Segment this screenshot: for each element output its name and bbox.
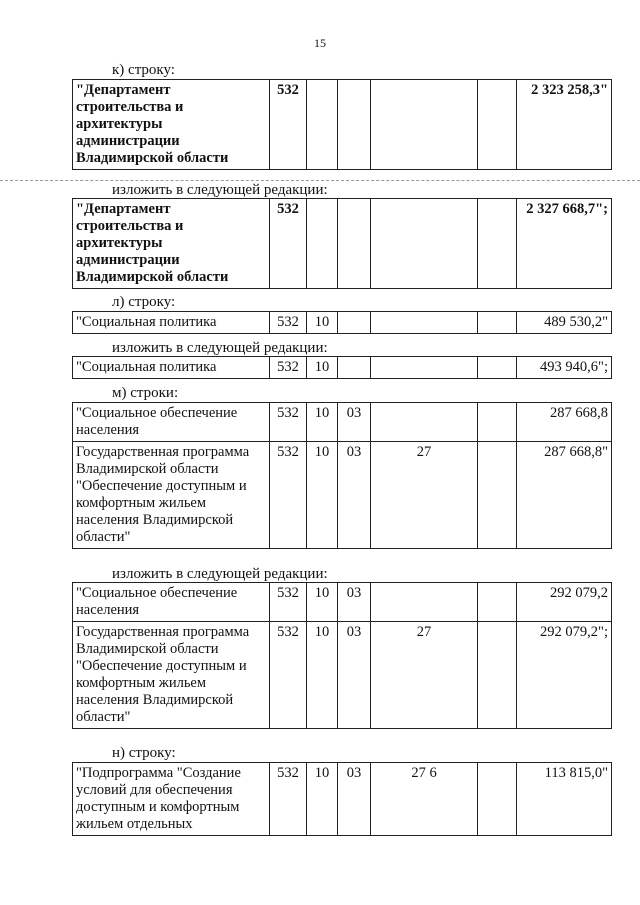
cell-section: 10	[307, 403, 338, 442]
table-n-old	[72, 762, 612, 836]
cell-program	[371, 583, 478, 622]
table-row	[73, 312, 612, 334]
table-row	[73, 583, 612, 622]
cell-section: 10	[307, 312, 338, 334]
cell-program	[371, 199, 478, 289]
cell-sum: 287 668,8	[517, 403, 612, 442]
cell-program: 27	[371, 442, 478, 549]
cell-subsection	[338, 312, 371, 334]
cell-program	[371, 357, 478, 379]
table-m-old	[72, 402, 612, 549]
cell-name: "Департамент строительства и архитектуры администрации Владимирской области	[73, 80, 270, 170]
cell-code: 532	[270, 442, 307, 549]
label-edit-2: изложить в следующей редакции:	[112, 340, 328, 356]
table-row	[73, 80, 612, 170]
cell-kind	[478, 583, 517, 622]
cell-program: 27	[371, 622, 478, 729]
cell-sum: 292 079,2	[517, 583, 612, 622]
cell-code: 532	[270, 357, 307, 379]
page-fold-line	[0, 180, 640, 181]
cell-code: 532	[270, 763, 307, 836]
cell-subsection: 03	[338, 583, 371, 622]
table-row	[73, 442, 612, 549]
label-edit-1: изложить в следующей редакции:	[112, 182, 328, 198]
cell-kind	[478, 80, 517, 170]
cell-kind	[478, 442, 517, 549]
cell-subsection	[338, 199, 371, 289]
cell-sum: 489 530,2"	[517, 312, 612, 334]
cell-name: Государственная программа Владимирской области "Обеспечение доступным и комфортным жильем населения Владимирской области"	[73, 442, 270, 549]
table-k-new	[72, 198, 612, 289]
cell-sum: 2 323 258,3"	[517, 80, 612, 170]
cell-name: "Социальное обеспечение населения	[73, 583, 270, 622]
label-n: н) строку:	[112, 745, 176, 761]
cell-sum: 287 668,8"	[517, 442, 612, 549]
cell-code: 532	[270, 80, 307, 170]
cell-program: 27 6	[371, 763, 478, 836]
cell-section: 10	[307, 583, 338, 622]
table-row	[73, 622, 612, 729]
table-k-old	[72, 79, 612, 170]
table-row	[73, 199, 612, 289]
cell-subsection: 03	[338, 622, 371, 729]
cell-subsection: 03	[338, 403, 371, 442]
cell-subsection	[338, 80, 371, 170]
cell-name: "Подпрограмма "Создание условий для обеспечения доступным и комфортным жильем отдельных	[73, 763, 270, 836]
cell-sum: 493 940,6";	[517, 357, 612, 379]
cell-kind	[478, 357, 517, 379]
cell-name: "Департамент строительства и архитектуры администрации Владимирской области	[73, 199, 270, 289]
table-m-new	[72, 582, 612, 729]
cell-section: 10	[307, 442, 338, 549]
cell-subsection: 03	[338, 763, 371, 836]
cell-code: 532	[270, 583, 307, 622]
table-l-old	[72, 311, 612, 334]
cell-subsection	[338, 357, 371, 379]
label-k: к) строку:	[112, 62, 175, 78]
cell-section	[307, 199, 338, 289]
cell-code: 532	[270, 199, 307, 289]
cell-name: "Социальное обеспечение населения	[73, 403, 270, 442]
cell-kind	[478, 312, 517, 334]
cell-code: 532	[270, 403, 307, 442]
cell-sum: 113 815,0"	[517, 763, 612, 836]
cell-kind	[478, 763, 517, 836]
label-l: л) строку:	[112, 294, 176, 310]
cell-section: 10	[307, 763, 338, 836]
cell-name: "Социальная политика	[73, 312, 270, 334]
cell-section	[307, 80, 338, 170]
cell-program	[371, 312, 478, 334]
label-edit-3: изложить в следующей редакции:	[112, 566, 328, 582]
cell-kind	[478, 622, 517, 729]
table-row	[73, 357, 612, 379]
label-m: м) строки:	[112, 385, 179, 401]
cell-code: 532	[270, 622, 307, 729]
cell-sum: 2 327 668,7";	[517, 199, 612, 289]
cell-name: Государственная программа Владимирской области "Обеспечение доступным и комфортным жильем населения Владимирской области"	[73, 622, 270, 729]
cell-code: 532	[270, 312, 307, 334]
cell-section: 10	[307, 357, 338, 379]
cell-program	[371, 80, 478, 170]
table-row	[73, 763, 612, 836]
cell-section: 10	[307, 622, 338, 729]
table-l-new	[72, 356, 612, 379]
cell-kind	[478, 403, 517, 442]
page-number: 15	[314, 36, 326, 50]
cell-sum: 292 079,2";	[517, 622, 612, 729]
cell-name: "Социальная политика	[73, 357, 270, 379]
cell-subsection: 03	[338, 442, 371, 549]
cell-kind	[478, 199, 517, 289]
cell-program	[371, 403, 478, 442]
table-row	[73, 403, 612, 442]
